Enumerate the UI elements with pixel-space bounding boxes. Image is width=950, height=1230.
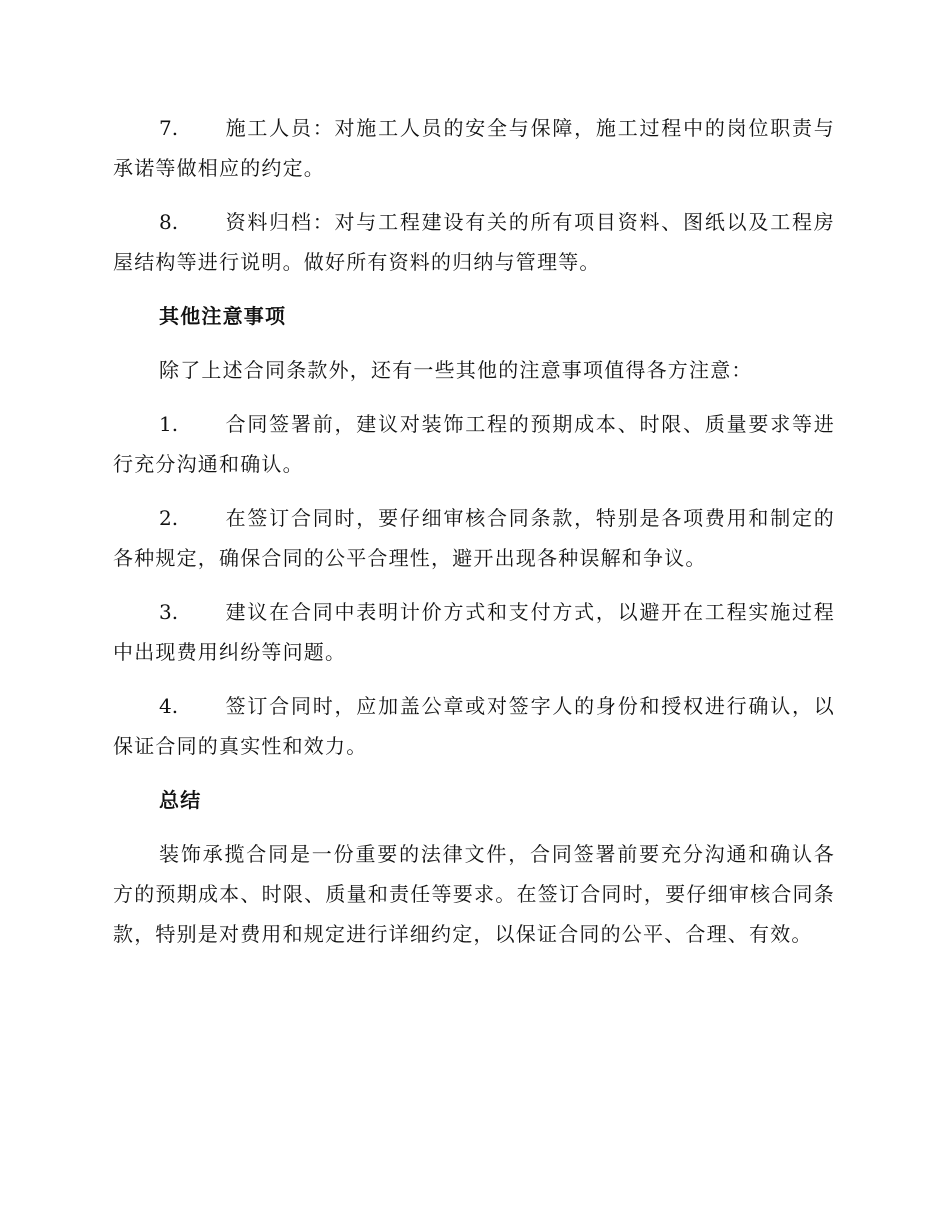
list-number: 2. [159,506,179,530]
list-item-3 [113,592,835,672]
list-item-8 [113,202,835,282]
list-item-7 [113,108,835,188]
list-text: 资料归档：对与工程建设有关的所有项目资料、图纸以及工程房屋结构等进行说明。做好所有资料的归纳与管理等。 [113,210,835,274]
list-number: 1. [159,412,179,436]
document-body [113,108,835,968]
list-item-2 [113,498,835,578]
list-text: 建议在合同中表明计价方式和支付方式，以避开在工程实施过程中出现费用纠纷等问题。 [113,600,835,664]
list-text: 签订合同时，应加盖公章或对签字人的身份和授权进行确认，以保证合同的真实性和效力。 [113,694,835,758]
list-item-1 [113,404,835,484]
list-text: 在签订合同时，要仔细审核合同条款，特别是各项费用和制定的各种规定，确保合同的公平合理性，避开出现各种误解和争议。 [113,506,835,570]
section-heading-other: 其他注意事项 [159,304,287,328]
summary-paragraph: 装饰承揽合同是一份重要的法律文件，合同签署前要充分沟通和确认各方的预期成本、时限、质量和责任等要求。在签订合同时，要仔细审核合同条款，特别是对费用和规定进行详细约定，以保证合同的公平、合理、有效。 [113,842,835,946]
section-intro: 除了上述合同条款外，还有一些其他的注意事项值得各方注意： [159,358,753,382]
list-text: 施工人员：对施工人员的安全与保障，施工过程中的岗位职责与承诺等做相应的约定。 [113,116,835,180]
list-item-4 [113,686,835,766]
list-number: 3. [159,600,179,624]
list-number: 7. [159,116,179,140]
list-number: 8. [159,210,179,234]
list-text: 合同签署前，建议对装饰工程的预期成本、时限、质量要求等进行充分沟通和确认。 [113,412,835,476]
list-number: 4. [159,694,179,718]
section-heading-summary: 总结 [159,788,202,812]
